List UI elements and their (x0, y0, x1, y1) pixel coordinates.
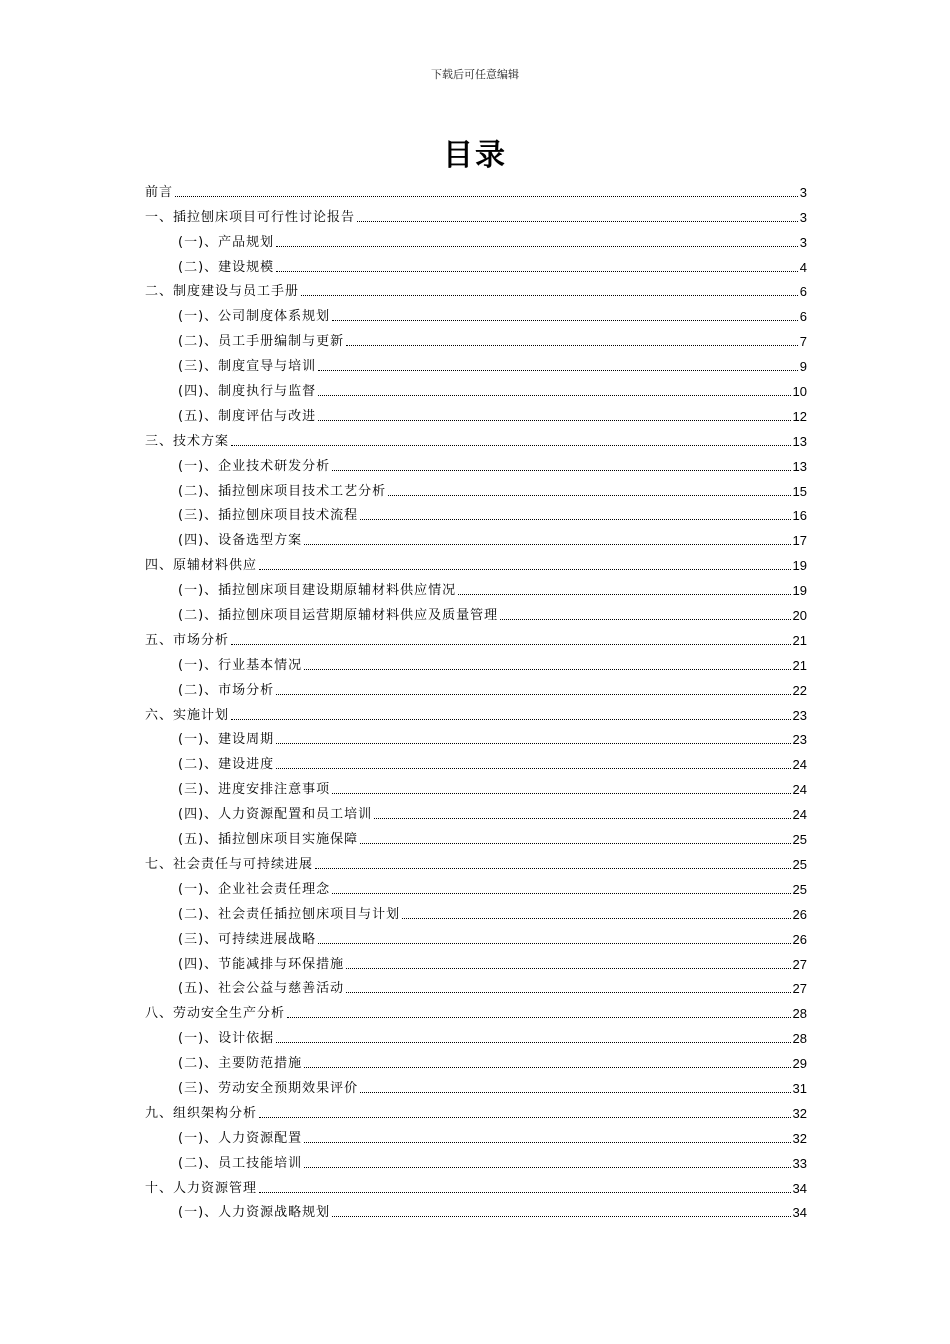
toc-entry[interactable] (145, 574, 807, 599)
toc-entry[interactable] (145, 1097, 807, 1122)
toc-entry[interactable] (145, 1072, 807, 1097)
toc-entry-title: (二)、主要防范措施 (178, 1056, 303, 1072)
toc-entry-page: 3 (799, 234, 807, 250)
toc-entry-page: 25 (792, 856, 807, 872)
toc-entry[interactable] (145, 848, 807, 873)
toc-entry[interactable] (145, 1122, 807, 1147)
toc-entry-title: 四、原辅材料供应 (145, 558, 258, 574)
toc-entry-title: 十、人力资源管理 (145, 1180, 258, 1196)
toc-entry[interactable] (145, 997, 807, 1022)
toc-entry-title: (三)、制度宣导与培训 (178, 359, 317, 375)
toc-entry-page: 13 (792, 458, 807, 474)
toc-leader-dots (315, 867, 791, 869)
toc-entry-page: 27 (792, 981, 807, 997)
toc-leader-dots (374, 817, 790, 819)
toc-entry-page: 3 (799, 209, 807, 225)
toc-entry[interactable] (145, 176, 807, 201)
toc-leader-dots (360, 518, 790, 520)
toc-entry-page: 6 (799, 309, 807, 325)
toc-leader-dots (304, 668, 790, 670)
toc-leader-dots (346, 344, 798, 346)
toc-leader-dots (287, 1016, 791, 1018)
toc-entry-title: (二)、建设进度 (178, 757, 275, 773)
toc-entry[interactable] (145, 823, 807, 848)
toc-entry-page: 31 (792, 1080, 807, 1096)
toc-entry-title: (一)、企业社会责任理念 (178, 881, 331, 897)
toc-entry-page: 25 (792, 881, 807, 897)
toc-entry-title: 八、劳动安全生产分析 (145, 1006, 286, 1022)
toc-entry-title: 七、社会责任与可持续进展 (145, 856, 314, 872)
toc-entry-title: 三、技术方案 (145, 433, 230, 449)
toc-leader-dots (332, 892, 790, 894)
toc-entry[interactable] (145, 748, 807, 773)
toc-leader-dots (357, 220, 798, 222)
toc-entry[interactable] (145, 300, 807, 325)
toc-entry-title: (三)、插拉刨床项目技术流程 (178, 508, 359, 524)
toc-entry-page: 22 (792, 682, 807, 698)
toc-entry[interactable] (145, 1172, 807, 1197)
toc-entry-title: 二、制度建设与员工手册 (145, 284, 300, 300)
toc-entry-page: 15 (792, 483, 807, 499)
toc-leader-dots (304, 1066, 790, 1068)
toc-leader-dots (259, 1116, 791, 1118)
toc-entry[interactable] (145, 923, 807, 948)
toc-leader-dots (231, 718, 791, 720)
page-header: 下载后可任意编辑 (431, 68, 519, 81)
toc-entry-title: 五、市场分析 (145, 632, 230, 648)
toc-leader-dots (318, 369, 798, 371)
toc-entry-title: (二)、员工技能培训 (178, 1155, 303, 1171)
toc-entry[interactable] (145, 1022, 807, 1047)
toc-leader-dots (332, 1215, 790, 1217)
toc-entry-page: 10 (792, 384, 807, 400)
toc-leader-dots (231, 444, 791, 446)
toc-leader-dots (402, 917, 790, 919)
toc-leader-dots (332, 792, 790, 794)
toc-entry-page: 26 (792, 931, 807, 947)
toc-entry-page: 23 (792, 732, 807, 748)
toc-leader-dots (500, 618, 790, 620)
table-of-contents (145, 176, 807, 1221)
toc-entry[interactable] (145, 898, 807, 923)
toc-leader-dots (259, 1191, 791, 1193)
toc-entry-page: 20 (792, 608, 807, 624)
toc-leader-dots (318, 394, 790, 396)
toc-entry-title: (一)、公司制度体系规划 (178, 309, 331, 325)
toc-entry-title: (一)、行业基本情况 (178, 657, 303, 673)
toc-leader-dots (276, 270, 798, 272)
toc-leader-dots (276, 767, 790, 769)
toc-leader-dots (304, 1166, 790, 1168)
toc-leader-dots (360, 842, 790, 844)
toc-leader-dots (276, 245, 798, 247)
toc-entry[interactable] (145, 948, 807, 973)
toc-entry-title: (一)、产品规划 (178, 234, 275, 250)
toc-entry[interactable] (145, 1197, 807, 1222)
toc-entry-title: (四)、人力资源配置和员工培训 (178, 807, 373, 823)
toc-leader-dots (276, 1041, 790, 1043)
toc-entry[interactable] (145, 624, 807, 649)
toc-leader-dots (318, 419, 790, 421)
toc-entry-page: 19 (792, 558, 807, 574)
toc-entry-page: 27 (792, 956, 807, 972)
toc-entry[interactable] (145, 599, 807, 624)
toc-entry[interactable] (145, 350, 807, 375)
toc-entry-page: 7 (799, 334, 807, 350)
toc-entry-page: 34 (792, 1205, 807, 1221)
toc-entry[interactable] (145, 724, 807, 749)
toc-entry-title: (四)、设备选型方案 (178, 533, 303, 549)
toc-entry-title: (二)、建设规模 (178, 259, 275, 275)
toc-entry-page: 28 (792, 1006, 807, 1022)
toc-entry-title: (五)、插拉刨床项目实施保障 (178, 832, 359, 848)
toc-entry-title: (四)、制度执行与监督 (178, 384, 317, 400)
toc-entry-title: (三)、可持续进展战略 (178, 931, 317, 947)
toc-entry-title: 六、实施计划 (145, 707, 230, 723)
toc-entry-page: 32 (792, 1130, 807, 1146)
toc-entry-page: 24 (792, 807, 807, 823)
toc-leader-dots (458, 593, 790, 595)
toc-entry[interactable] (145, 400, 807, 425)
toc-entry[interactable] (145, 773, 807, 798)
toc-entry[interactable] (145, 276, 807, 301)
toc-leader-dots (332, 319, 798, 321)
toc-entry-title: 九、组织架构分析 (145, 1105, 258, 1121)
toc-leader-dots (259, 568, 791, 570)
toc-entry-page: 25 (792, 832, 807, 848)
toc-entry-page: 9 (799, 359, 807, 375)
toc-entry-title: 一、插拉刨床项目可行性讨论报告 (145, 209, 356, 225)
toc-entry-page: 17 (792, 533, 807, 549)
toc-entry[interactable] (145, 1147, 807, 1172)
toc-leader-dots (360, 1091, 790, 1093)
toc-leader-dots (346, 967, 790, 969)
toc-entry-page: 21 (792, 657, 807, 673)
toc-entry[interactable] (145, 500, 807, 525)
toc-leader-dots (276, 693, 790, 695)
toc-entry-page: 6 (799, 284, 807, 300)
toc-entry-page: 29 (792, 1056, 807, 1072)
toc-entry[interactable] (145, 699, 807, 724)
toc-entry[interactable] (145, 425, 807, 450)
toc-entry-title: (三)、劳动安全预期效果评价 (178, 1080, 359, 1096)
toc-leader-dots (304, 543, 790, 545)
toc-entry[interactable] (145, 251, 807, 276)
toc-entry-title: (二)、员工手册编制与更新 (178, 334, 345, 350)
toc-entry[interactable] (145, 549, 807, 574)
toc-entry[interactable] (145, 973, 807, 998)
toc-entry[interactable] (145, 674, 807, 699)
toc-entry-title: (一)、设计依据 (178, 1031, 275, 1047)
toc-entry-title: (一)、建设周期 (178, 732, 275, 748)
toc-entry-page: 32 (792, 1105, 807, 1121)
toc-entry[interactable] (145, 201, 807, 226)
toc-leader-dots (301, 294, 798, 296)
toc-entry-page: 23 (792, 707, 807, 723)
toc-entry-page: 24 (792, 757, 807, 773)
toc-leader-dots (346, 991, 790, 993)
toc-leader-dots (388, 494, 790, 496)
toc-entry[interactable] (145, 325, 807, 350)
toc-entry[interactable] (145, 873, 807, 898)
toc-entry-title: (五)、制度评估与改进 (178, 408, 317, 424)
toc-entry-page: 19 (792, 583, 807, 599)
toc-entry-title: (二)、插拉刨床项目技术工艺分析 (178, 483, 387, 499)
toc-entry-title: (五)、社会公益与慈善活动 (178, 981, 345, 997)
toc-entry-page: 21 (792, 632, 807, 648)
toc-entry-title: (二)、市场分析 (178, 682, 275, 698)
toc-entry[interactable] (145, 524, 807, 549)
toc-entry-page: 13 (792, 433, 807, 449)
toc-entry[interactable] (145, 649, 807, 674)
toc-entry-title: (四)、节能减排与环保措施 (178, 956, 345, 972)
toc-leader-dots (318, 942, 790, 944)
toc-entry-page: 34 (792, 1180, 807, 1196)
toc-entry-title: 前言 (145, 184, 174, 200)
page-title: 目录 (443, 138, 507, 173)
toc-entry-page: 24 (792, 782, 807, 798)
toc-entry-title: (二)、社会责任插拉刨床项目与计划 (178, 906, 401, 922)
toc-entry[interactable] (145, 226, 807, 251)
toc-leader-dots (332, 469, 790, 471)
toc-entry-page: 16 (792, 508, 807, 524)
toc-entry-page: 12 (792, 408, 807, 424)
toc-entry-title: (一)、插拉刨床项目建设期原辅材料供应情况 (178, 583, 457, 599)
toc-entry[interactable] (145, 450, 807, 475)
toc-leader-dots (304, 1141, 790, 1143)
toc-entry[interactable] (145, 475, 807, 500)
toc-leader-dots (276, 742, 790, 744)
toc-entry-page: 28 (792, 1031, 807, 1047)
toc-entry-page: 4 (799, 259, 807, 275)
toc-entry-page: 33 (792, 1155, 807, 1171)
toc-entry-title: (一)、企业技术研发分析 (178, 458, 331, 474)
toc-entry[interactable] (145, 1047, 807, 1072)
toc-entry[interactable] (145, 798, 807, 823)
toc-entry-title: (一)、人力资源配置 (178, 1130, 303, 1146)
toc-leader-dots (231, 643, 791, 645)
toc-entry-title: (一)、人力资源战略规划 (178, 1205, 331, 1221)
toc-entry-title: (二)、插拉刨床项目运营期原辅材料供应及质量管理 (178, 608, 499, 624)
toc-entry-page: 26 (792, 906, 807, 922)
toc-entry-page: 3 (799, 184, 807, 200)
toc-entry[interactable] (145, 375, 807, 400)
toc-entry-title: (三)、进度安排注意事项 (178, 782, 331, 798)
toc-leader-dots (175, 195, 798, 197)
